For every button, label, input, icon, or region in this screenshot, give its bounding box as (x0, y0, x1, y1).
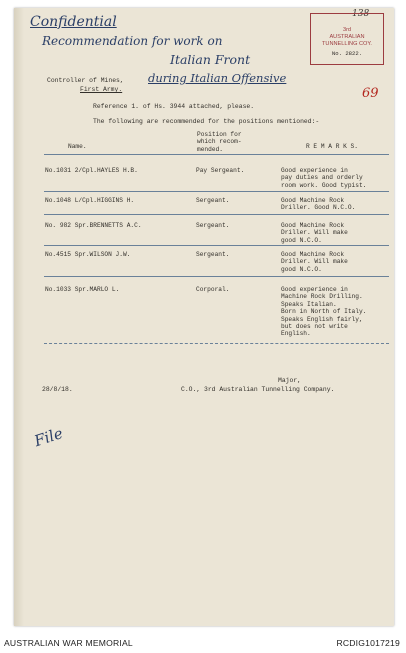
unit-stamp (310, 13, 384, 65)
letter-date: 28/8/18. (42, 386, 73, 393)
row-remarks: Good Machine Rock Driller. Good N.C.O. (281, 197, 356, 212)
signature-title: C.O., 3rd Australian Tunnelling Company. (181, 386, 335, 393)
row-remarks: Good experience in Machine Rock Drilling. Speaks Italian. Born in North of Italy. Speaks English fairly, but does not write English. (281, 286, 367, 338)
row-name: No.1048 L/Cpl.HIGGINS H. (45, 197, 135, 204)
row-name: No.4515 Spr.WILSON J.W. (45, 251, 131, 258)
row-remarks: Good Machine Rock Driller. Will make good N.C.O. (281, 222, 348, 244)
row-position: Pay Sergeant. (196, 167, 245, 174)
stamp-number: No. 2822. (331, 50, 363, 57)
addressee-line2: First Army. (80, 86, 123, 93)
row-rule (44, 214, 389, 215)
column-header-position: Position for which recom- mended. (197, 131, 242, 153)
column-header-name: Name. (68, 143, 87, 150)
stamp-line1: 3rd (342, 27, 352, 33)
table-end-rule (44, 343, 389, 344)
row-name: No. 982 Spr.BRENNETTS A.C. (45, 222, 142, 229)
record-id: RCDIG1017219 (336, 638, 400, 648)
row-remarks: Good Machine Rock Driller. Will make good N.C.O. (281, 251, 348, 273)
recommendation-handwriting: Recommendation for work on (42, 34, 223, 48)
column-header-remarks: R E M A R K S. (306, 143, 358, 150)
stamp-line2: AUSTRALIAN (329, 34, 365, 40)
file-handwriting: File (32, 424, 66, 451)
addressee-line1: Controller of Mines, (47, 77, 124, 84)
reference-line: Reference 1. of Hs. 3944 attached, please. (93, 103, 255, 110)
during-offensive-handwriting: during Italian Offensive (148, 71, 287, 85)
confidential-handwriting: Confidential (30, 14, 117, 30)
row-rule (44, 245, 389, 246)
corner-folio-number: 138 (352, 9, 370, 19)
row-position: Sergeant. (196, 222, 230, 229)
row-name: No.1033 Spr.MARLO L. (45, 286, 120, 293)
italian-front-handwriting: Italian Front (170, 52, 251, 67)
row-position: Sergeant. (196, 251, 230, 258)
row-rule (44, 276, 389, 277)
row-position: Corporal. (196, 286, 230, 293)
stamp-line3: TUNNELLING COY. (322, 41, 372, 47)
header-rule (44, 154, 389, 155)
signature-rank: Major, (278, 377, 302, 384)
folio-number: 69 (362, 86, 379, 101)
recommended-line: The following are recommended for the positions mentioned:- (93, 118, 320, 125)
row-rule (44, 191, 389, 192)
row-name: No.1031 2/Cpl.HAYLES H.B. (45, 167, 138, 174)
row-remarks: Good experience in pay duties and orderly room work. Good typist. (281, 167, 367, 189)
archive-credit: AUSTRALIAN WAR MEMORIAL (4, 638, 133, 648)
row-position: Sergeant. (196, 197, 230, 204)
